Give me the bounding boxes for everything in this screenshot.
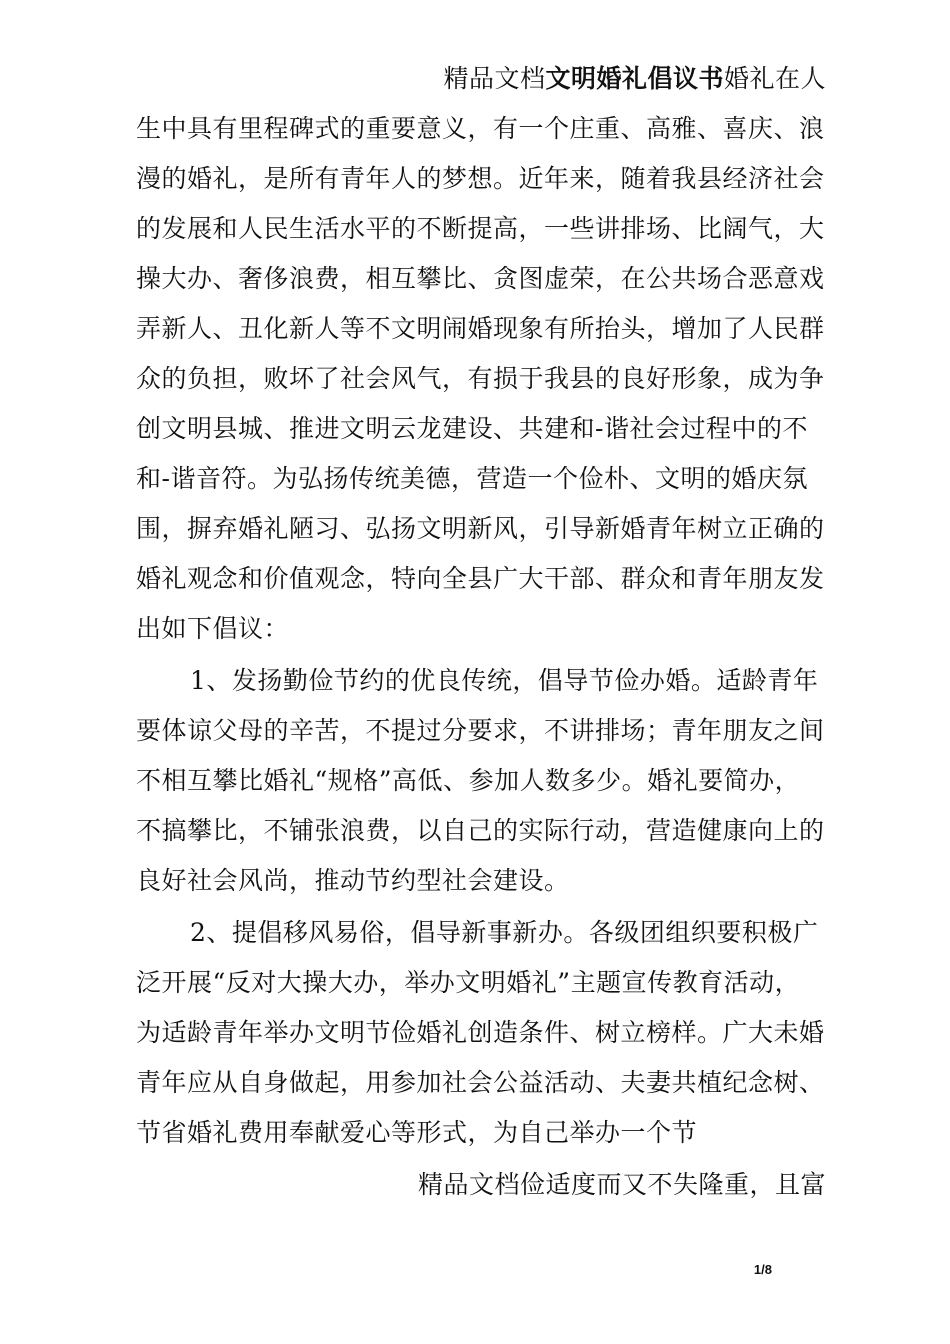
item1-line: 良好社会风尚，推动节约型社会建设。 xyxy=(136,866,570,895)
item2-line: 2、提倡移风易俗，倡导新事新办。各级团组织要积极广 xyxy=(190,918,819,947)
body-line: 婚礼观念和价值观念，特向全县广大干部、群众和青年朋友发 xyxy=(136,564,825,593)
body-line: 弄新人、丑化新人等不文明闹婚现象有所抬头，增加了人民群 xyxy=(136,314,825,343)
item1-line: 不相互攀比婚礼“规格”高低、参加人数多少。婚礼要简办， xyxy=(136,766,801,795)
item2-line: 节省婚礼费用奉献爱心等形式，为自己举办一个节 xyxy=(136,1118,698,1147)
page-number: 1/8 xyxy=(753,1262,772,1277)
item1-line: 不搞攀比，不铺张浪费，以自己的实际行动，营造健康向上的 xyxy=(136,816,825,845)
body-line: 创文明县城、推进文明云龙建设、共建和-谐社会过程中的不 xyxy=(136,414,808,443)
item1-line: 要体谅父母的辛苦，不提过分要求，不讲排场；青年朋友之间 xyxy=(136,716,825,745)
item2-line: 为适龄青年举办文明节俭婚礼创造条件、树立榜样。广大未婚 xyxy=(136,1018,825,1047)
header-suffix: 婚礼在人 xyxy=(723,64,826,93)
body-line: 漫的婚礼，是所有青年人的梦想。近年来，随着我县经济社会 xyxy=(136,164,825,193)
body-line: 出如下倡议： xyxy=(136,614,290,643)
body-line: 和-谐音符。为弘扬传统美德，营造一个俭朴、文明的婚庆氛 xyxy=(136,464,808,493)
item2-line: 青年应从自身做起，用参加社会公益活动、夫妻共植纪念树、 xyxy=(136,1068,825,1097)
body-line: 的发展和人民生活水平的不断提高，一些讲排场、比阔气，大 xyxy=(136,214,825,243)
header-prefix: 精品文档 xyxy=(443,64,546,93)
item1-line: 1、发扬勤俭节约的优良传统，倡导节俭办婚。适龄青年 xyxy=(190,666,819,695)
document-title: 文明婚礼倡议书 xyxy=(545,64,724,93)
item2-line: 泛开展“反对大操大办，举办文明婚礼”主题宣传教育活动， xyxy=(136,968,801,997)
footer-line: 精品文档俭适度而又不失隆重，且富 xyxy=(417,1170,826,1199)
body-line: 操大办、奢侈浪费，相互攀比、贪图虚荣，在公共场合恶意戏 xyxy=(136,264,825,293)
body-line: 围，摒弃婚礼陋习、弘扬文明新风，引导新婚青年树立正确的 xyxy=(136,514,825,543)
body-line: 众的负担，败坏了社会风气，有损于我县的良好形象，成为争 xyxy=(136,364,825,393)
header-line xyxy=(136,54,826,104)
body-line: 生中具有里程碑式的重要意义，有一个庄重、高雅、喜庆、浪 xyxy=(136,114,825,143)
